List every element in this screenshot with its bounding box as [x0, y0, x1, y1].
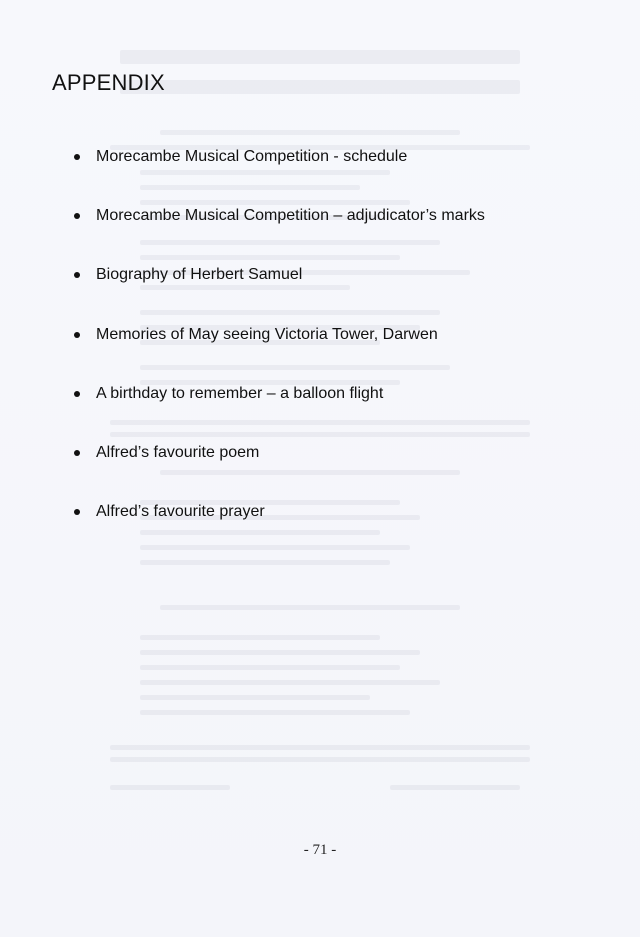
- list-item: [72, 205, 485, 264]
- list-item-text: Biography of Herbert Samuel: [96, 266, 303, 284]
- page-heading: APPENDIX: [52, 70, 165, 95]
- list-item: [72, 324, 485, 383]
- appendix-list: [72, 146, 485, 560]
- list-item: [72, 442, 485, 501]
- bullet-icon: [74, 509, 80, 515]
- bullet-icon: [74, 154, 80, 160]
- bullet-icon: [74, 272, 80, 278]
- list-item: [72, 383, 485, 442]
- list-item-text: Memories of May seeing Victoria Tower, Darwen: [96, 325, 438, 343]
- bullet-icon: [74, 213, 80, 219]
- list-item-text: Alfred’s favourite prayer: [96, 503, 265, 521]
- list-item-text: Morecambe Musical Competition - schedule: [96, 148, 408, 165]
- list-item: [72, 146, 485, 205]
- bullet-icon: [74, 450, 80, 456]
- list-item: [72, 501, 485, 560]
- bullet-icon: [74, 332, 80, 338]
- list-item: [72, 264, 485, 323]
- list-item-text: Morecambe Musical Competition – adjudicator’s marks: [96, 207, 485, 225]
- bullet-icon: [74, 391, 80, 397]
- page-number: - 71 -: [303, 842, 337, 858]
- list-item-text: Alfred’s favourite poem: [96, 443, 260, 461]
- list-item-text: A birthday to remember – a balloon flight: [96, 384, 384, 402]
